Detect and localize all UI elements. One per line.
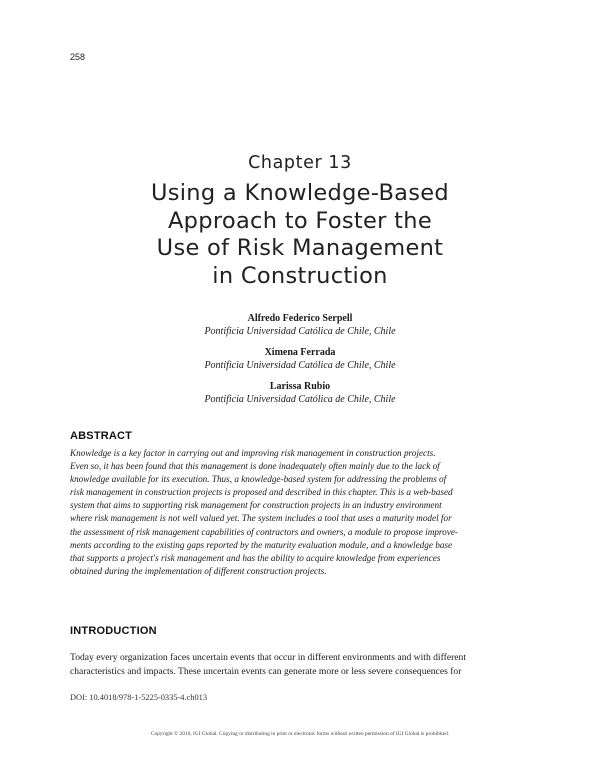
author-affiliation: Pontificia Universidad Católica de Chile, Chile — [204, 326, 396, 337]
chapter-label: Chapter 13 — [248, 153, 352, 173]
abstract-line: obtained during the implementation of different construction projects. — [70, 565, 327, 576]
abstract-line: that supports a project's risk management and has the ability to acquire knowledge from experiences — [70, 552, 441, 563]
introduction-heading: INTRODUCTION — [70, 625, 157, 637]
chapter-title — [60, 180, 540, 290]
title-line: Approach to Foster the — [167, 207, 432, 234]
abstract-line: ments according to the existing gaps reported by the maturity evaluation module, and a knowledge base — [70, 539, 453, 550]
copyright-notice: Copyright © 2016, IGI Global. Copying or distributing in print or electronic forms without written permission of IGI Global is prohibited. — [150, 731, 450, 737]
title-line: in Construction — [212, 262, 388, 289]
author-affiliation: Pontificia Universidad Católica de Chile, Chile — [204, 360, 396, 371]
abstract-line: system that aims to supporting risk management for construction projects in an industry environment — [70, 500, 442, 511]
abstract-line: Even so, it has been found that this management is done inadequately often mainly due to the lack of — [70, 461, 440, 472]
introduction-body — [70, 651, 530, 678]
abstract-line: risk management in construction projects is proposed and described in this chapter. This is a web-based — [70, 487, 453, 498]
author-block — [0, 346, 600, 380]
author-name: Larissa Rubio — [269, 381, 331, 392]
doi-footnote: DOI: 10.4018/978-1-5225-0335-4.ch013 — [70, 693, 208, 702]
page-number: 258 — [70, 52, 86, 62]
author-block — [0, 312, 600, 346]
introduction-line: Today every organization faces uncertain events that occur in different environments and with different — [70, 652, 466, 663]
author-name: Alfredo Federico Serpell — [247, 313, 353, 324]
abstract-line: where risk management is not well valued yet. The system includes a tool that uses a maturity model for — [70, 513, 452, 524]
abstract-line: knowledge available for its execution. Thus, a knowledge-based system for addressing the problems of — [70, 474, 447, 485]
author-name: Ximena Ferrada — [264, 347, 336, 358]
abstract-heading: ABSTRACT — [70, 430, 133, 442]
author-block — [0, 380, 600, 414]
abstract-body — [70, 447, 530, 578]
author-affiliation: Pontificia Universidad Católica de Chile, Chile — [204, 394, 396, 405]
title-line: Using a Knowledge-Based — [150, 180, 450, 206]
author-list — [0, 312, 600, 414]
introduction-line: characteristics and impacts. These uncertain events can generate more or less severe consequences for — [70, 665, 462, 677]
abstract-line: the assessment of risk management capabilities of contractors and owners, a module to propose improve- — [70, 526, 458, 537]
abstract-line: Knowledge is a key factor in carrying out and improving risk management in construction projects. — [70, 448, 436, 458]
title-line: Use of Risk Management — [156, 235, 444, 261]
